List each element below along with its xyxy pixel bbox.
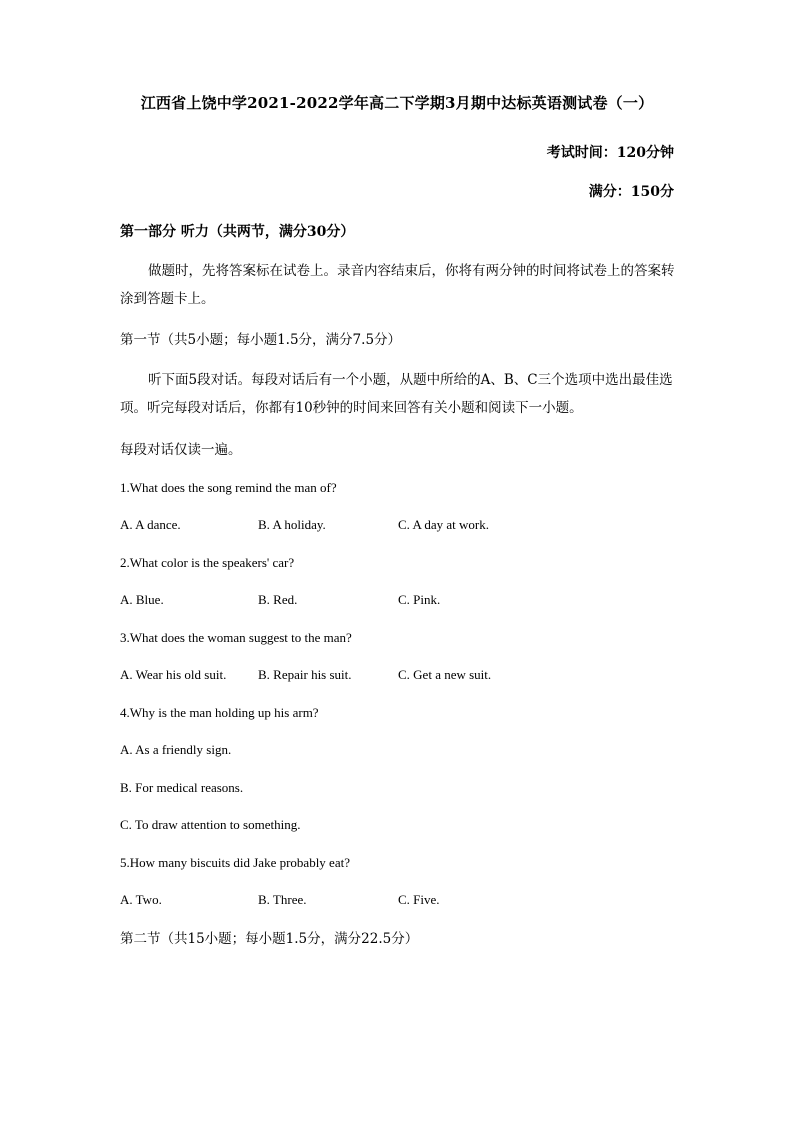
option-c: C. Get a new suit. [398, 667, 492, 682]
option-b: B. Three. [258, 892, 307, 907]
option-c: C. Five. [398, 892, 440, 907]
full-score: 满分：150分 [588, 184, 674, 200]
option-a: A. Wear his old suit. [120, 667, 227, 682]
option-a: A. A dance. [120, 517, 181, 532]
section1-note: 每段对话仅读一遍。 [120, 442, 242, 458]
section1-heading: 第一节（共5小题；每小题1.5分，满分7.5分） [120, 332, 402, 348]
question-stem: 1.What does the song remind the man of? [120, 480, 337, 495]
option-a: A. As a friendly sign. [120, 742, 232, 757]
option-b: B. Red. [258, 592, 298, 607]
option-a: A. Blue. [120, 592, 164, 607]
option-c: C. Pink. [398, 592, 441, 607]
option-a: A. Two. [120, 892, 162, 907]
question-stem: 3.What does the woman suggest to the man? [120, 630, 352, 645]
part1-instruction: 做题时，先将答案标在试卷上。录音内容结束后，你将有两分钟的时间将试卷上的答案转涂到答题卡上。 [120, 263, 675, 307]
section1-instruction: 听下面5段对话。每段对话后有一个小题，从题中所给的A、B、C三个选项中选出最佳选项。听完每段对话后，你都有10秒钟的时间来回答有关小题和阅读下一小题。 [120, 372, 673, 416]
question-stem: 2.What color is the speakers' car? [120, 555, 295, 570]
part1-heading: 第一部分 听力（共两节，满分30分） [120, 224, 355, 240]
option-c: C. To draw attention to something. [120, 817, 301, 832]
option-b: B. Repair his suit. [258, 667, 352, 682]
option-b: B. A holiday. [258, 517, 326, 532]
exam-time: 考试时间：120分钟 [546, 145, 674, 161]
question-stem: 4.Why is the man holding up his arm? [120, 705, 319, 720]
option-c: C. A day at work. [398, 517, 489, 532]
option-b: B. For medical reasons. [120, 780, 244, 795]
question-stem: 5.How many biscuits did Jake probably eat? [120, 855, 350, 870]
page-title: 江西省上饶中学2021-2022学年高二下学期3月期中达标英语测试卷（一） [140, 94, 654, 112]
section2-heading: 第二节（共15小题；每小题1.5分，满分22.5分） [120, 931, 419, 947]
